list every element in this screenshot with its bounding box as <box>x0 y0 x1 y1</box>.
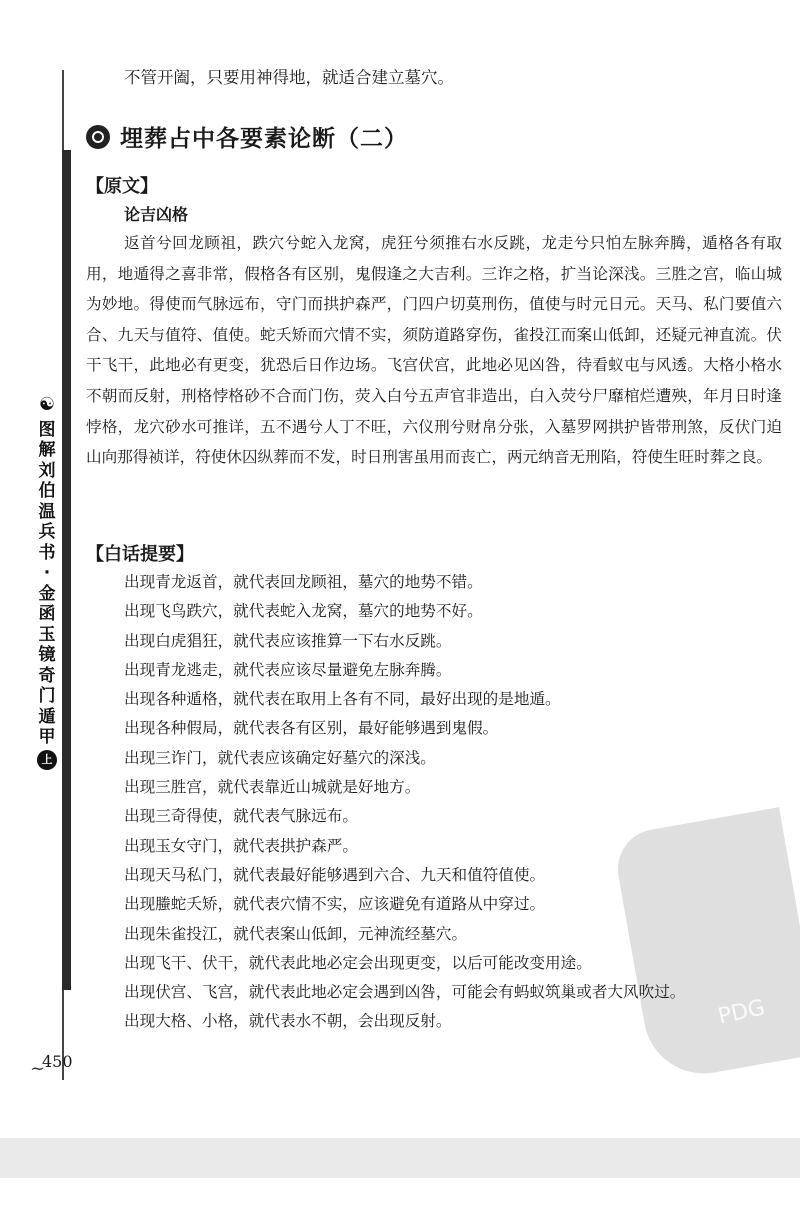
side-title-char: 门 <box>38 686 56 706</box>
page-number: 450 <box>42 1052 73 1071</box>
side-title-char: 刘 <box>38 460 56 481</box>
section-title: 埋葬占中各要素论断（二） <box>120 126 408 152</box>
vernacular-line: 出现三胜宫，就代表靠近山城就是好地方。 <box>124 778 421 797</box>
side-title-char: 遁 <box>38 706 56 727</box>
vernacular-line: 出现各种遁格，就代表在取用上各有不同，最好出现的是地遁。 <box>124 690 561 709</box>
side-title-char: 玉 <box>38 624 56 645</box>
continuation-line: 不管开阖，只要用神得地，就适合建立墓穴。 <box>124 68 454 87</box>
vernacular-line: 出现飞鸟跌穴，就代表蛇入龙窝，墓穴的地势不好。 <box>124 602 483 621</box>
vernacular-line: 出现各种假局，就代表各有区别，最好能够遇到鬼假。 <box>124 719 499 738</box>
margin-bar <box>62 150 71 990</box>
side-title-char: · <box>43 563 51 583</box>
side-title-char: 温 <box>38 501 56 522</box>
volume-badge: 上部 <box>37 750 57 770</box>
vernacular-line: 出现朱雀投江，就代表案山低卸，元神流经墓穴。 <box>124 924 468 943</box>
vernacular-line: 出现天马私门，就代表最好能够遇到六合、九天和值符值使。 <box>124 865 546 884</box>
side-title-char: 书 <box>38 542 56 563</box>
vernacular-label: 【白话提要】 <box>86 544 194 565</box>
side-title-char: 奇 <box>38 665 56 686</box>
vernacular-line: 出现螣蛇夭矫，就代表穴情不实，应该避免有道路从中穿过。 <box>124 895 546 914</box>
page-swirl-icon: ~ <box>30 1058 46 1079</box>
yinyang-icon: ☯ <box>38 394 56 415</box>
spiral-icon <box>86 125 110 149</box>
vernacular-line: 出现三诈门，就代表应该确定好墓穴的深浅。 <box>124 748 436 767</box>
side-title-char: 金 <box>38 583 56 604</box>
vernacular-line: 出现白虎猖狂，就代表应该推算一下右水反跳。 <box>124 631 452 650</box>
vernacular-line: 出现玉女守门，就代表拱护森严。 <box>124 836 358 855</box>
vernacular-line: 出现大格、小格，就代表水不朝，会出现反射。 <box>124 1012 452 1031</box>
original-text-label: 【原文】 <box>86 176 158 197</box>
side-title-char: 甲 <box>38 727 56 747</box>
side-title-char: 图 <box>38 419 56 440</box>
original-subheading: 论吉凶格 <box>124 205 189 224</box>
original-text-paragraph: 返首兮回龙顾祖，跌穴兮蛇入龙窝，虎狂兮须推右水反跳，龙走兮只怕左脉奔腾，遁格各有取用，地遁得之喜非常，假格各有区别，鬼假逢之大吉利。三诈之格，扩当论深浅。三胜之宫，临山城为妙地。得使而气脉远布，守门而拱护森严，门四户切莫刑伤，值使与时元日元。天马、私门要值六合、九天与值符、值使。蛇夭矫而穴情不实，须防道路穿伤，雀投江而案山低卸，还疑元神直流。伏干飞干，此地必有更变，犹恐后日作边场。飞宫伏宫，此地必见凶咎，待看蚁屯与风透。大格小格水不朝而反射，刑格悖格砂不合而门伤，荧入白兮五声官非造出，白入荧兮尸靡棺烂遭殃，年月日时逢悖格，龙穴砂水可推详，五不遇兮人丁不旺，六仪刑兮财帛分张，入墓罗网拱护皆带刑煞，反伏门迫山向那得祯详，符使休囚纵葬而不发，时日刑害虽用而丧亡，两元纳音无刑陷，符使生旺时葬之良。 <box>86 234 782 467</box>
side-title-char: 伯 <box>38 481 56 501</box>
vernacular-line: 出现三奇得使，就代表气脉远布。 <box>124 807 358 826</box>
section-heading <box>86 120 408 153</box>
watermark-text: PDG <box>715 995 768 1030</box>
side-title-char: 兵 <box>38 522 56 542</box>
side-book-title <box>36 395 58 788</box>
scan-shadow <box>0 1138 800 1178</box>
vernacular-line: 出现伏宫、飞宫，就代表此地必定会遇到凶咎，可能会有蚂蚁筑巢或者大风吹过。 <box>124 983 686 1002</box>
vernacular-line: 出现青龙返首，就代表回龙顾祖，墓穴的地势不错。 <box>124 573 483 591</box>
vernacular-list <box>86 568 772 1037</box>
vernacular-line: 出现飞干、伏干，就代表此地必定会出现更变，以后可能改变用途。 <box>124 953 592 972</box>
side-title-char: 解 <box>38 440 56 460</box>
side-title-char: 函 <box>38 604 56 624</box>
side-title-char: 镜 <box>38 645 56 665</box>
vernacular-line: 出现青龙逃走，就代表应该尽量避免左脉奔腾。 <box>124 660 452 679</box>
